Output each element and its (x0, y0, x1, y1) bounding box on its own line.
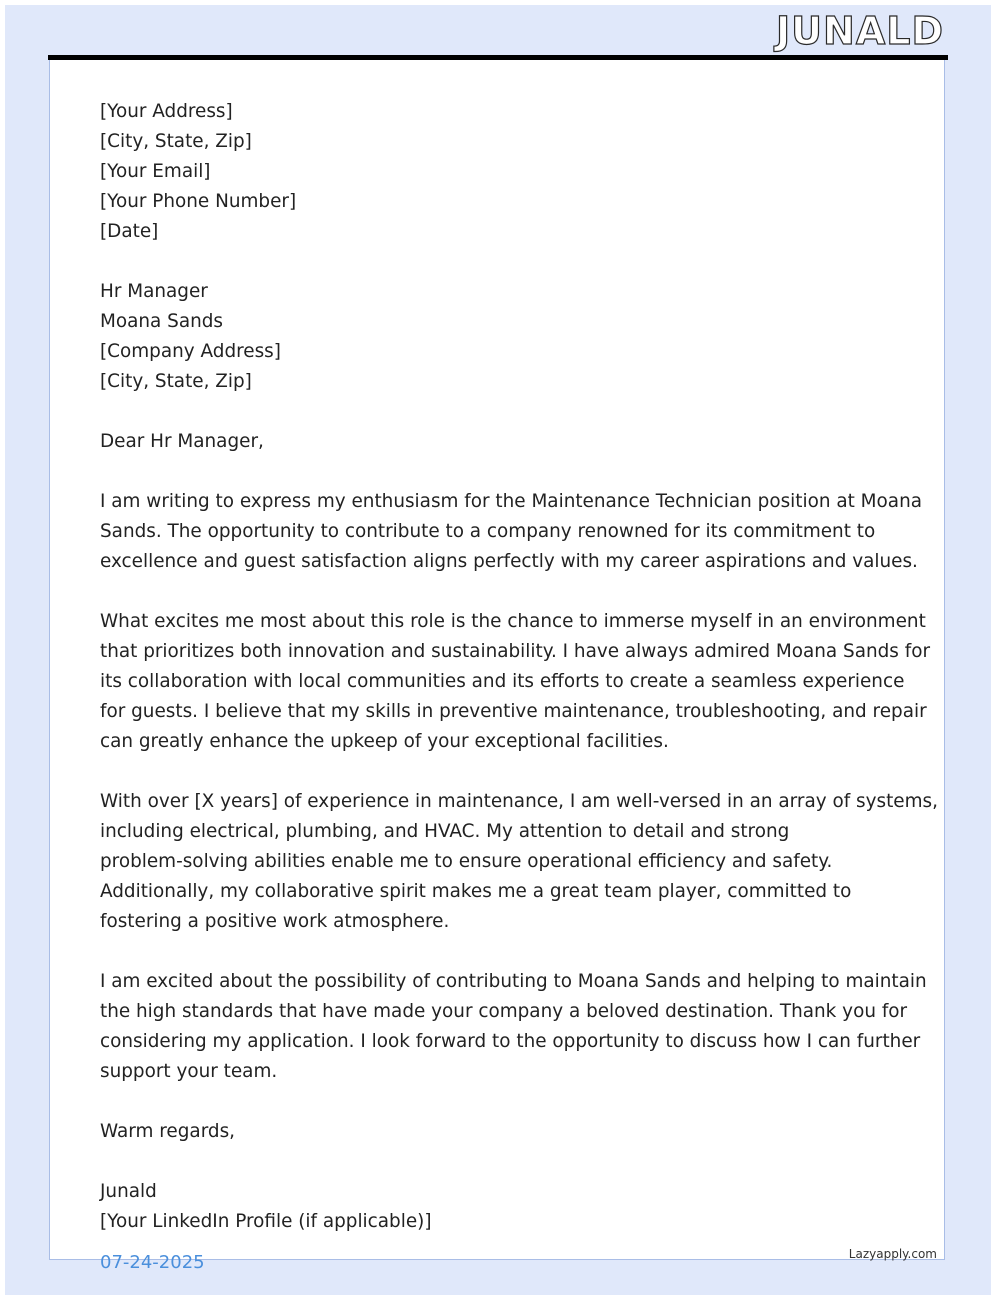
paragraph-line: With over [X years] of experience in maintenance, I am well-versed in an array of systems, (100, 791, 938, 812)
closing: Warm regards, (100, 1121, 236, 1142)
recipient-block (100, 277, 900, 397)
spacer (100, 757, 900, 787)
sender-block (100, 97, 900, 247)
sender-city-state-zip: [City, State, Zip] (100, 131, 252, 152)
spacer (100, 457, 900, 487)
sender-email: [Your Email] (100, 161, 211, 182)
paragraph-1 (100, 487, 923, 577)
paragraph-line: for guests. I believe that my skills in preventive maintenance, troubleshooting, and repair (100, 701, 927, 722)
paragraph-line: Additionally, my collaborative spirit makes me a great team player, committed to (100, 881, 852, 902)
brand-logo: JUNALD (776, 9, 944, 53)
spacer (100, 1147, 900, 1177)
salutation: Dear Hr Manager, (100, 431, 264, 452)
signature-name: Junald (100, 1181, 157, 1202)
footer-date: 07-24-2025 (100, 1252, 205, 1273)
recipient-title: Hr Manager (100, 281, 208, 302)
paragraph-4 (100, 967, 927, 1087)
sender-phone: [Your Phone Number] (100, 191, 297, 212)
paragraph-line: its collaboration with local communities and its efforts to create a seamless experience (100, 671, 905, 692)
footer-site-link[interactable]: Lazyapply.com (848, 1247, 937, 1261)
spacer (100, 247, 900, 277)
paragraph-line: considering my application. I look forward to the opportunity to discuss how I can further (100, 1031, 921, 1052)
paragraph-line: problem-solving abilities enable me to ensure operational efficiency and safety. (100, 851, 833, 872)
spacer (100, 397, 900, 427)
paragraph-line: including electrical, plumbing, and HVAC. My attention to detail and strong (100, 821, 790, 842)
spacer (100, 577, 900, 607)
paragraph-line: Sands. The opportunity to contribute to a company renowned for its commitment to (100, 521, 876, 542)
spacer (100, 937, 900, 967)
paragraph-3 (100, 787, 938, 937)
paragraph-line: can greatly enhance the upkeep of your exceptional facilities. (100, 731, 669, 752)
paragraph-line: fostering a positive work atmosphere. (100, 911, 450, 932)
paragraph-line: support your team. (100, 1061, 278, 1082)
paragraph-line: that prioritizes both innovation and sustainability. I have always admired Moana Sands for (100, 641, 931, 662)
paragraph-2 (100, 607, 931, 757)
signature-linkedin: [Your LinkedIn Profile (if applicable)] (100, 1211, 432, 1232)
spacer (100, 1087, 900, 1117)
paragraph-line: What excites me most about this role is the chance to immerse myself in an environment (100, 611, 926, 632)
sender-date: [Date] (100, 221, 159, 242)
paragraph-line: I am excited about the possibility of contributing to Moana Sands and helping to maintain (100, 971, 927, 992)
recipient-address: [Company Address] (100, 341, 281, 362)
paragraph-line: excellence and guest satisfaction aligns perfectly with my career aspirations and values. (100, 551, 918, 572)
recipient-company: Moana Sands (100, 311, 224, 332)
recipient-city-state-zip: [City, State, Zip] (100, 371, 252, 392)
paragraph-line: the high standards that have made your company a beloved destination. Thank you for (100, 1001, 908, 1022)
paragraph-line: I am writing to express my enthusiasm for the Maintenance Technician position at Moana (100, 491, 923, 512)
sender-address: [Your Address] (100, 101, 233, 122)
cover-letter (100, 97, 938, 1237)
